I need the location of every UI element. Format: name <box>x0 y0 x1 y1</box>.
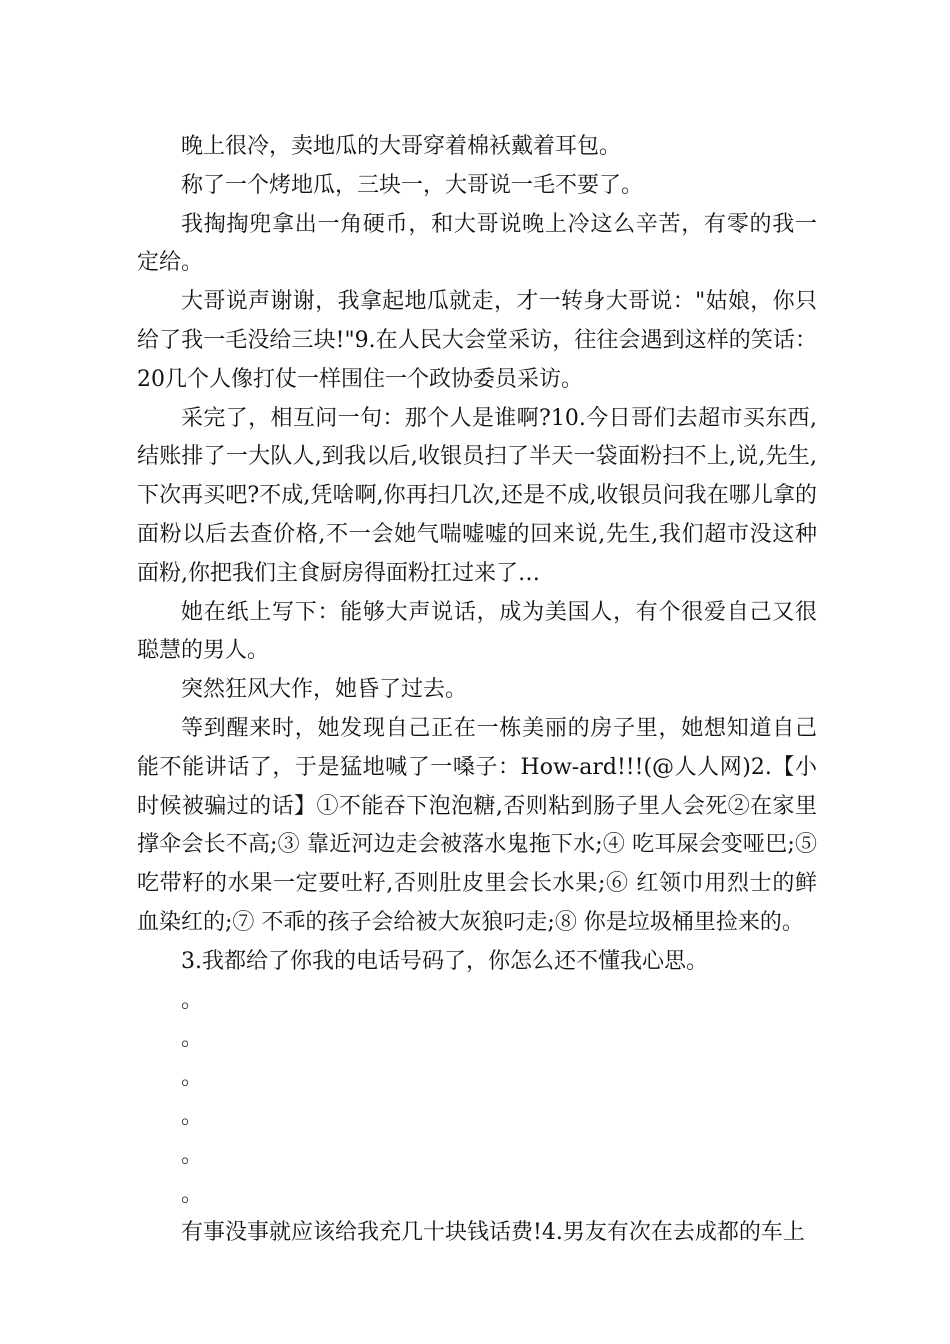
paragraph-8: 等到醒来时，她发现自己正在一栋美丽的房子里，她想知道自己能不能讲话了，于是猛地喊了一嗓子：How-ard!!!(@人人网)2.【小时候被骗过的话】①不能吞下泡泡糖,否则粘到肠子里人会死②在家里撑伞会长不高;③ 靠近河边走会被落水鬼拖下水;④ 吃耳屎会变哑巴;⑤ 吃带籽的水果一定要吐籽,否则肚皮里会长水果;⑥ 红领巾用烈士的鲜血染红的;⑦ 不乖的孩子会给被大灰狼叼走;⑧ 你是垃圾桶里捡来的。 <box>137 715 817 935</box>
paragraph-2: 称了一个烤地瓜，三块一，大哥说一毛不要了。 <box>181 172 644 198</box>
paragraph-10: 有事没事就应该给我充几十块钱话费!4.男友有次在去成都的车上 <box>181 1220 805 1246</box>
period-line-6: 。 <box>181 1181 204 1207</box>
paragraph-1: 晚上很冷，卖地瓜的大哥穿着棉袄戴着耳包。 <box>181 134 622 159</box>
period-line-2: 。 <box>181 1026 204 1052</box>
paragraph-5: 采完了，相互问一句：那个人是谁啊?10.今日哥们去超市买东西,结账排了一大队人,到我以后,收银员扫了半天一袋面粉扫不上,说,先生,下次再买吧?不成,凭啥啊,你再扫几次,还是不成,收银员问我在哪儿拿的面粉以后去查价格,不一会她气喘嘘嘘的回来说,先生,我们超市没这种面粉,你把我们主食厨房得面粉扛过来了… <box>137 405 817 586</box>
period-line-4: 。 <box>181 1103 204 1129</box>
paragraph-9: 3.我都给了你我的电话号码了，你怎么还不懂我心思。 <box>181 948 708 974</box>
paragraph-7: 突然狂风大作，她昏了过去。 <box>181 677 468 703</box>
document-body <box>137 128 817 1253</box>
period-line-3: 。 <box>181 1065 204 1091</box>
period-line-5: 。 <box>181 1142 204 1168</box>
paragraph-3: 我掏掏兜拿出一角硬币，和大哥说晚上冷这么辛苦，有零的我一定给。 <box>137 211 817 276</box>
period-line-1: 。 <box>181 987 204 1013</box>
paragraph-4: 大哥说声谢谢，我拿起地瓜就走，才一转身大哥说："姑娘，你只给了我一毛没给三块!"9.在人民大会堂采访，往往会遇到这样的笑话：20几个人像打仗一样围住一个政协委员采访。 <box>137 289 817 392</box>
paragraph-6: 她在纸上写下：能够大声说话，成为美国人，有个很爱自己又很聪慧的男人。 <box>137 599 817 664</box>
